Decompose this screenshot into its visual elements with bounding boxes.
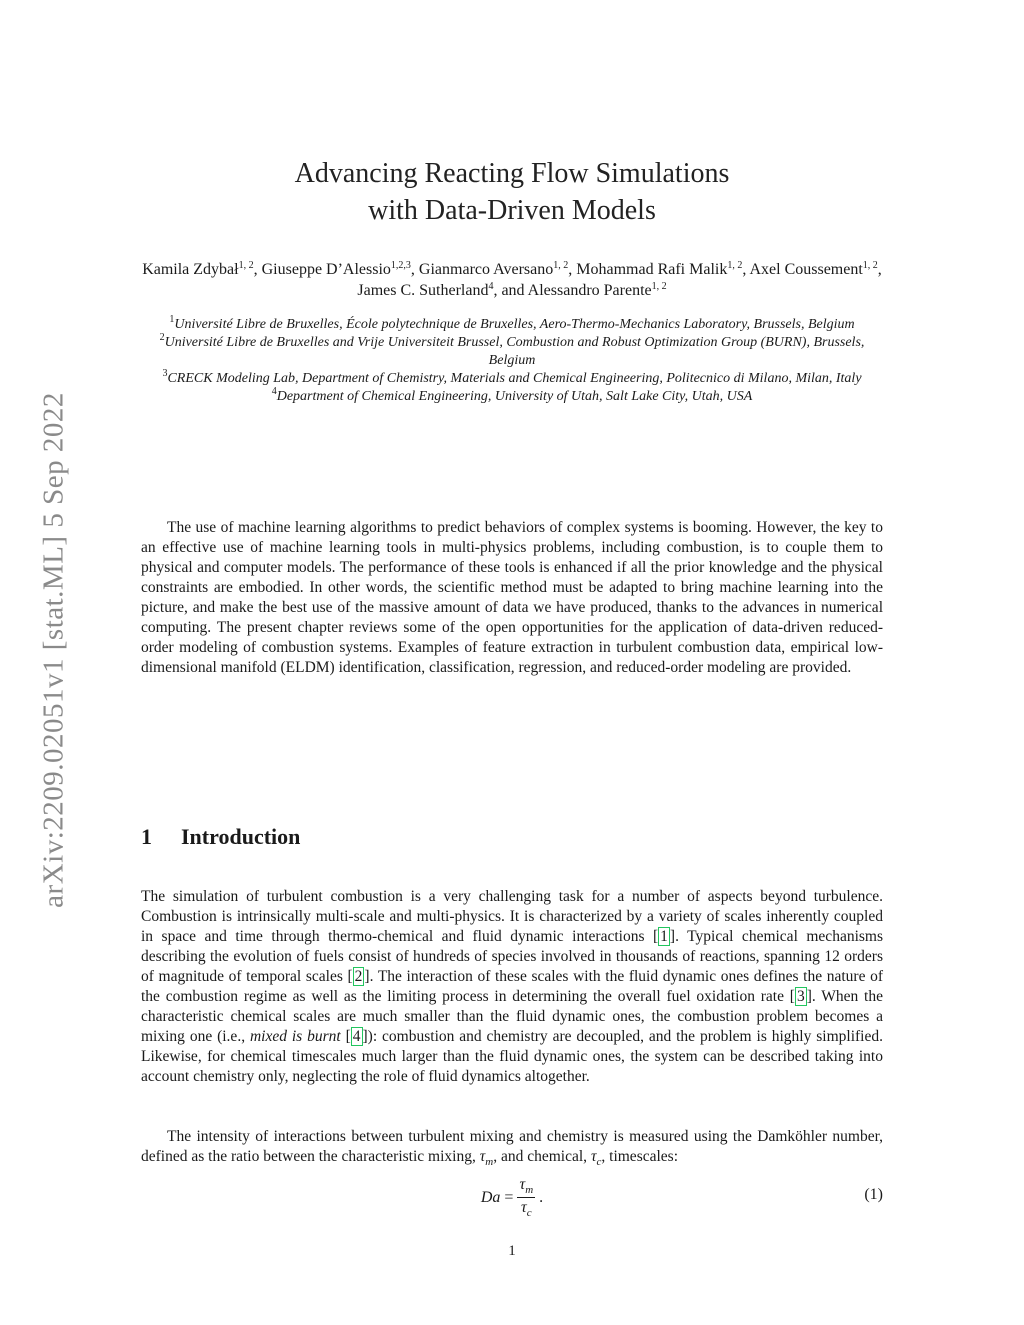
text-run: . Typical chemical mechanisms describing the evolution of fuels consist of hundreds of species involved in thousands of reactions, spanning 12 orders of magnitude of temporal scales <box>141 928 883 985</box>
intro-paragraph-1: The simulation of turbulent combustion is a very challenging task for a number of aspects beyond turbulence. Combustion is intrinsically multi-scale and multi-physics. It is characterized by a variety of scales inherently coupled in space and time through thermo-chemical and fluid dynamic interactions [ 1 ]. Typical chemical mechanisms describing the evolution of fuels consist of hundreds of species involved in thousands of reactions, spanning 12 orders of magnitude of temporal scales [ 2 ]. The interaction of these scales with the fluid dynamic ones defines the nature of the combustion regime as well as the limiting process in determining the overall fuel oxidation rate [ 3 ]. When the characteristic chemical scales are much smaller than the fluid dynamic ones, the combustion problem becomes a mixing one (i.e., mixed is burnt [ 4 ]): combustion and chemistry are decoupled, and the problem is highly simplified. Likewise, for chemical timescales much larger than the fluid dynamic ones, the system can be described taking into account chemistry only, neglecting the role of fluid dynamics altogether. <box>141 888 884 1085</box>
author-separator: , and <box>493 282 528 299</box>
affiliation-text: Université Libre de Bruxelles and Vrije Universiteit Brussel, Combustion and Robust Optimization Group (BURN), Brussels, Belgium <box>164 335 865 368</box>
affiliation-sup: 2 <box>159 332 165 343</box>
equation-number: (1) <box>864 1186 883 1203</box>
author-name: Mohammad Rafi Malik <box>576 261 728 278</box>
author-name: Gianmarco Aversano <box>418 261 554 278</box>
section-heading <box>141 824 300 850</box>
text-run: . The interaction of these scales with the fluid dynamic ones defines the nature of the combustion regime as well as the limiting process in determining the overall fuel oxidation rate <box>141 968 884 1005</box>
affiliation-list <box>140 316 884 406</box>
author-name: Kamila Zdybał <box>142 261 239 278</box>
text-run: ]): combustion and chemistry are decoupled, and the problem is highly simplified. Likewise, for chemical timescales much larger than the fluid dynamic ones, the system can be described taking into account chemistry only, neglecting the role of fluid dynamics altogether. <box>141 1028 883 1085</box>
author-affil-sup: 1, 2 <box>238 260 254 271</box>
affiliation <box>140 334 884 370</box>
author-list <box>140 259 884 301</box>
author-separator: , <box>253 261 262 278</box>
affiliation <box>140 316 884 334</box>
affiliation-text: Department of Chemical Engineering, University of Utah, Salt Lake City, Utah, USA <box>276 389 753 404</box>
author-separator: , <box>410 261 419 278</box>
affiliation-sup: 4 <box>271 386 277 397</box>
author-separator: , <box>568 261 577 278</box>
author-affil-sup: 4 <box>488 281 494 292</box>
author-affil-sup: 1, 2 <box>862 260 878 271</box>
section-number: 1 <box>141 824 152 849</box>
text-run: [ <box>340 1028 351 1045</box>
intro-paragraph-2 <box>141 1127 883 1172</box>
author-name: Axel Coussement <box>749 261 863 278</box>
paper-title <box>0 155 1024 229</box>
fraction-denominator: $\tau_c$ <box>520 1199 532 1220</box>
author-name: Giuseppe D’Alessio <box>261 261 391 278</box>
affiliation-sup: 3 <box>162 368 168 379</box>
text-run: , timescales: <box>601 1148 679 1165</box>
affiliation-sup: 1 <box>169 314 175 325</box>
section-title: Introduction <box>181 824 301 849</box>
equation-lhs: Da <box>480 1188 501 1206</box>
math-subscript: c <box>596 1156 602 1169</box>
equation-block <box>141 1176 883 1220</box>
math-subscript: m <box>485 1156 494 1169</box>
citation-link[interactable]: 3 <box>796 988 805 1005</box>
affiliation <box>140 388 884 406</box>
equation-fraction <box>517 1176 535 1219</box>
text-run: The simulation of turbulent combustion is a very challenging task for a number of aspects beyond turbulence. Combustion is intrinsically multi-scale and multi-physics. It is characterized by a variety of scales inherently coupled in space and time through thermo-chemical and fluid dynamic interactions <box>141 888 883 945</box>
page-number: 1 <box>508 1243 516 1259</box>
emphasis-text: mixed is burnt <box>249 1028 341 1045</box>
author-affil-sup: 1,2,3 <box>390 260 411 271</box>
author-separator: , <box>877 261 882 278</box>
author-name: James C. Sutherland <box>357 282 489 299</box>
author-affil-sup: 1, 2 <box>727 260 743 271</box>
author-separator: , <box>742 261 750 278</box>
fraction-numerator: $\tau_m$ <box>519 1176 534 1197</box>
affiliation-text: CRECK Modeling Lab, Department of Chemistry, Materials and Chemical Engineering, Politecnico di Milano, Milan, Italy <box>167 371 862 386</box>
title-line-2: with Data-Driven Models <box>368 195 656 226</box>
equation-tail: . <box>539 1188 544 1206</box>
text-run: The intensity of interactions between turbulent mixing and chemistry is measured using the Damköhler number, defined as the ratio between the characteristic mixing, <box>141 1128 883 1165</box>
author-affil-sup: 1, 2 <box>651 281 667 292</box>
arxiv-side-stamp: arXiv:2209.02051v1 [stat.ML] 5 Sep 2022 <box>37 392 70 908</box>
affiliation-text: Université Libre de Bruxelles, École polytechnique de Bruxelles, Aero-Thermo-Mechanics Laboratory, Brussels, Belgium <box>174 317 855 332</box>
author-affil-sup: 1, 2 <box>553 260 569 271</box>
equation-body <box>141 1176 883 1219</box>
text-run: . When the characteristic chemical scales are much smaller than the fluid dynamic ones, the combustion problem becomes a mixing one (i.e., <box>141 988 883 1045</box>
citation-link[interactable]: 2 <box>354 968 363 985</box>
affiliation <box>140 370 884 388</box>
citation-link[interactable]: 4 <box>352 1028 361 1045</box>
citation-link[interactable]: 1 <box>660 928 668 945</box>
abstract: The use of machine learning algorithms to predict behaviors of complex systems is booming. However, the key to an effective use of machine learning tools in multi-physics problems, including combustion, is to couple them to physical and computer models. The performance of these tools is enhanced if all the prior knowledge and the physical constraints are embodied. In other words, the scientific method must be adapted to bring machine learning into the picture, and make the best use of the massive amount of data we have produced, thanks to the advances in numerical computing. The present chapter reviews some of the open opportunities for the application of data-driven reduced-order modeling of combustion systems. Examples of feature extraction in turbulent combustion data, empirical low-dimensional manifold (ELDM) identification, classification, regression, and reduced-order modeling are provided. <box>141 519 883 676</box>
equation-equals: = <box>504 1188 514 1206</box>
author-name: Alessandro Parente <box>527 282 652 299</box>
math-symbol: τ <box>590 1148 597 1165</box>
text-run: , and chemical, <box>493 1148 591 1165</box>
math-symbol: τ <box>479 1148 486 1165</box>
title-line-1: Advancing Reacting Flow Simulations <box>294 158 730 189</box>
